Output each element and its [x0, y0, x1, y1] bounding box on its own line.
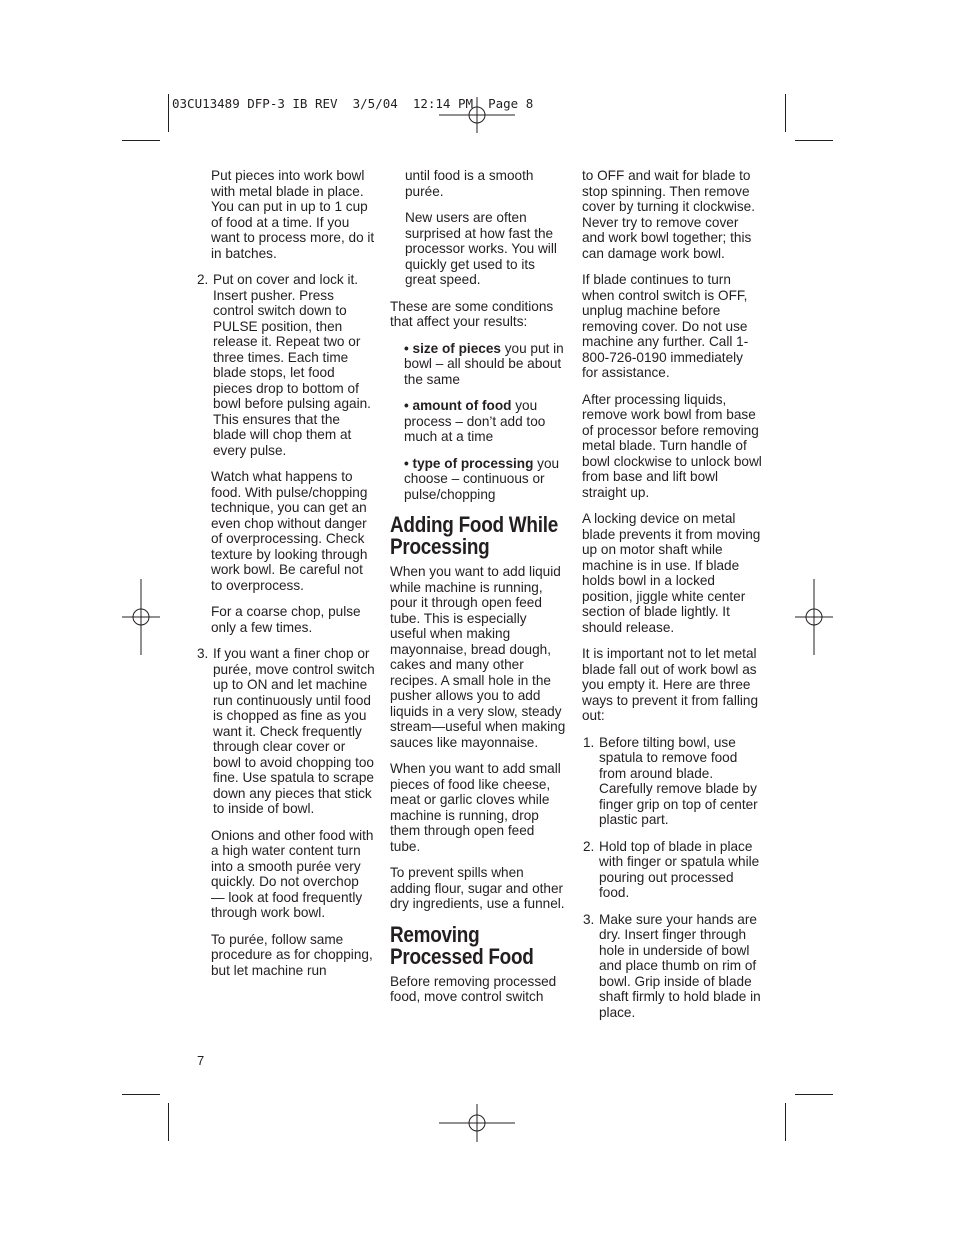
numbered-step-3: [196, 646, 376, 817]
paragraph: New users are often surprised at how fast the processor works. You will quickly get used to its great speed.: [405, 210, 557, 287]
bullet-item: [390, 398, 566, 445]
numbered-step-2: [196, 272, 376, 458]
crop-mark-top-left-vertical: [168, 94, 169, 132]
bullet-item: [390, 456, 566, 503]
paragraph: Watch what happens to food. With pulse/chopping technique, you can get an even chop without danger of overprocessing. Check texture by looking through work bowl. Be careful not to overprocess.: [211, 469, 368, 593]
paragraph: After processing liquids, remove work bowl from base of processor before removing metal blade. Turn handle of bowl clockwise to unlock bowl from base and lift bowl straight up.: [582, 391, 762, 500]
bullet-bold-term: • size of pieces: [404, 340, 501, 356]
crop-mark-bottom-left-vertical: [168, 1103, 169, 1141]
heading-line: Removing: [390, 921, 480, 947]
bullet-bold-term: • type of processing: [404, 455, 534, 471]
paragraph: It is important not to let metal blade fall out of work bowl as you empty it. Here are three ways to prevent it from falling out:: [582, 646, 759, 723]
paragraph: To purée, follow same procedure as for chopping, but let machine run: [211, 931, 373, 978]
crop-mark-top-right-horizontal: [795, 140, 833, 141]
paragraph: Before removing processed food, move control switch: [390, 973, 557, 1004]
step-number: 2.: [583, 838, 595, 854]
page-number: 7: [197, 1053, 205, 1068]
registration-mark-bottom-icon: [439, 1104, 515, 1142]
print-slug-line: 03CU13489 DFP-3 IB REV 3/5/04 12:14 PM Page 8: [172, 96, 534, 111]
step-number: 2.: [197, 272, 209, 287]
paragraph: These are some conditions that affect your results:: [390, 298, 554, 329]
paragraph: To prevent spills when adding flour, sugar and other dry ingredients, use a funnel.: [390, 865, 565, 911]
bullet-item: [390, 341, 566, 388]
bullet-text: you process – don’t add too much at a time: [404, 398, 546, 444]
heading-line: Adding Food While: [390, 512, 558, 537]
paragraph: Put pieces into work bowl with metal blade in place. You can put in up to 1 cup of food at a time. If you want to process more, do it in batches.: [211, 168, 375, 261]
paragraph: When you want to add small pieces of food like cheese, meat or garlic cloves while machine is running, drop them through open feed tube.: [390, 761, 561, 854]
column-right: [582, 168, 762, 1031]
registration-mark-top-icon: [439, 97, 515, 135]
step-text: Hold top of blade in place with finger or spatula while pouring out processed food.: [599, 838, 760, 900]
column-left: [196, 168, 376, 989]
step-number: 3.: [583, 911, 595, 927]
column-middle: [390, 168, 566, 1016]
paragraph: A locking device on metal blade prevents it from moving up on motor shaft while machine is in use. If blade holds bowl in a locked position, jiggle white center section of blade lightly. It should release.: [582, 511, 761, 635]
crop-mark-top-right-vertical: [785, 94, 786, 132]
paragraph: until food is a smooth purée.: [405, 168, 534, 199]
crop-mark-top-left-horizontal: [122, 140, 160, 141]
heading-line: Processing: [390, 534, 490, 559]
section-heading-removing-food: [390, 921, 571, 969]
paragraph: When you want to add liquid while machine is running, pour it through open feed tube. This is especially useful when making mayonnaise, bread dough, cakes and many other recipes. A small hole in the pusher allows you to add liquids in a very slow, steady stream—useful when making sauces like mayonnaise.: [390, 564, 566, 750]
section-heading-adding-food: [390, 514, 571, 558]
registration-mark-left-icon: [122, 579, 160, 655]
registration-mark-right-icon: [795, 579, 833, 655]
step-number: 3.: [197, 646, 209, 661]
numbered-step-1: [582, 735, 762, 828]
crop-mark-bottom-left-horizontal: [122, 1094, 160, 1095]
paragraph: Onions and other food with a high water content turn into a smooth purée very quickly. Do not overchop — look at food frequently through work bowl.: [211, 827, 374, 920]
step-number: 1.: [583, 734, 595, 750]
paragraph: If blade continues to turn when control switch is OFF, unplug machine before removing cover. Do not use machine any further. Call 1-800-726-0190 immediately for assistance.: [582, 272, 749, 380]
crop-mark-bottom-right-vertical: [785, 1103, 786, 1141]
bullet-bold-term: • amount of food: [404, 398, 512, 413]
step-text: Put on cover and lock it. Insert pusher. Press control switch down to PULSE position, then release it. Repeat two or three times. Each time blade stops, let food pieces drop to bottom of bowl before pulsing again. This ensures that the blade will chop them at every pulse.: [213, 272, 371, 458]
numbered-step-3: [582, 912, 762, 1021]
numbered-step-2: [582, 839, 762, 901]
step-text: Before tilting bowl, use spatula to remove food from around blade. Carefully remove blade by finger grip on top of center plastic part.: [599, 734, 758, 827]
step-text: If you want a finer chop or purée, move control switch up to ON and let machine run continuously until food is chopped as fine as you want it. Check frequently through clear cover or bowl to avoid chopping too fine. Use spatula to scrape down any pieces that stick to inside of bowl.: [213, 646, 375, 816]
step-text: Make sure your hands are dry. Insert finger through hole in underside of bowl and place thumb on rim of bowl. Grip inside of blade shaft firmly to hold blade in place.: [599, 911, 761, 1020]
heading-line: Processed Food: [390, 943, 534, 969]
bullet-text: you put in bowl – all should be about the same: [404, 340, 564, 387]
paragraph: to OFF and wait for blade to stop spinning. Then remove cover by turning it clockwise. Never try to remove cover and work bowl together; this can damage work bowl.: [582, 168, 756, 261]
bullet-text: you choose – continuous or pulse/chopping: [404, 455, 560, 502]
paragraph: For a coarse chop, pulse only a few times.: [211, 604, 361, 635]
crop-mark-bottom-right-horizontal: [795, 1094, 833, 1095]
